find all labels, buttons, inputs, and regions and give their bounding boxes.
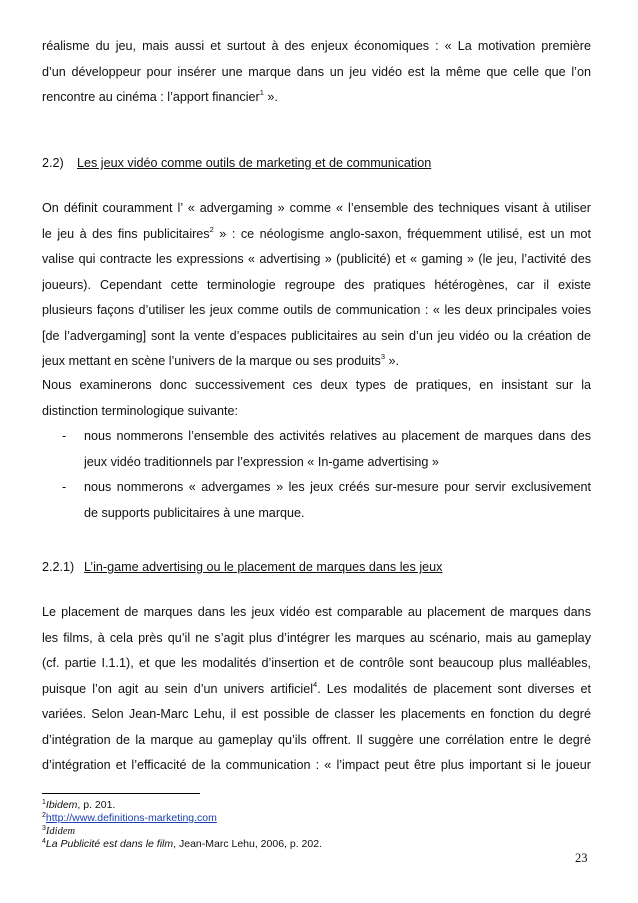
text-fragment: . Les modalités de placement sont diverses et [317,681,591,696]
page-number: 23 [575,851,588,865]
bullet-dash: - [62,480,67,494]
footnote-source: Ididem [45,826,76,837]
list-item [42,424,591,475]
text-line: nous nommerons « advergames » les jeux créés sur-mesure pour servir exclusivement [84,480,591,494]
footnote-ref-1[interactable]: 1 [259,88,264,97]
paragraph-intro [42,34,591,111]
text-line: valise qui contracte les expressions « advertising » (publicité) et « gaming » (le jeu, l’activité des [42,252,591,266]
paragraph-in-game-advertising [42,600,591,779]
text-line: (cf. partie I.1.1), et que les modalités d’insertion et de contrôle sont beaucoup plus malléables, [42,656,591,670]
section-heading-2-2-1 [42,557,591,577]
text-fragment: ». [385,354,400,368]
footnote-ref-4[interactable]: 4 [313,679,318,689]
paragraph-advergaming [42,196,591,375]
text-line: distinction terminologique suivante: [42,403,239,418]
footnote-number: 1 [42,799,46,806]
text-line: d’un développeur pour insérer une marque dans un jeu vidéo est la même que celle que l’on [42,64,591,79]
footnote-detail: , Jean-Marc Lehu, 2006, p. 202. [173,838,322,850]
text-line: les films, à cela près qu’il ne s’agit plus d’intégrer les marques au scénario, mais au gameplay [42,630,591,645]
text-line [42,85,591,111]
footnote-link[interactable]: http://www.definitions-marketing.com [45,812,217,824]
footnote-source: Ibidem [45,799,78,811]
section-number: 2.2) [42,156,64,170]
text-line: Nous examinerons donc successivement ces deux types de pratiques, en insistant sur la [42,378,591,392]
footnote-source: La Publicité est dans le film [45,838,174,850]
footnote-4 [42,838,322,850]
footnote-detail: , p. 201. [77,799,116,811]
footnote-1 [42,799,115,811]
paragraph-examination [42,373,591,424]
bullet-dash: - [62,429,67,443]
footnote-number: 3 [42,825,46,832]
text-line: réalisme du jeu, mais aussi et surtout à des enjeux économiques : « La motivation première [42,39,591,53]
bullet-list [42,424,591,526]
text-line: d’intégration de la marque au gameplay qu’ils offrent. Il suggère une corrélation entre le degré [42,732,591,747]
text-fragment: ». [263,90,278,104]
text-line: jeux vidéo traditionnels par l’expression « In-game advertising » [84,454,439,469]
section-number: 2.2.1) [42,560,75,574]
text-line: de supports publicitaires à une marque. [84,505,305,520]
footnote-number: 4 [42,838,46,845]
text-line: d’intégration et l’efficacité de la communication : « l’impact peut être plus important si le joueur [42,758,591,772]
section-title: Les jeux vidéo comme outils de marketing et de communication [77,156,432,170]
text-line: Le placement de marques dans les jeux vidéo est comparable au placement de marques dans [42,605,591,619]
text-line [42,222,591,248]
footnote-2 [42,812,217,824]
text-line: On définit couramment l’ « advergaming » comme « l’ensemble des techniques visant à utiliser [42,201,591,215]
text-fragment: rencontre au cinéma : l’apport financier [42,90,260,104]
section-heading-2-2 [42,153,591,173]
footnote-ref-3[interactable]: 3 [380,352,385,361]
text-fragment: le jeu à des fins publicitaires [42,226,210,241]
section-title: L’in-game advertising ou le placement de marques dans les jeux [84,560,443,574]
text-line: joueurs). Cependant cette terminologie regroupe des pratiques hétérogènes, car il existe [42,277,591,292]
text-line [42,677,591,703]
text-fragment: jeux mettant en scène l’univers de la marque ou ses produits [42,354,381,368]
footnote-ref-2[interactable]: 2 [209,224,214,234]
text-fragment: » : ce néologisme anglo-saxon, fréquemment utilisé, est un mot [213,226,591,241]
text-line: variées. Selon Jean-Marc Lehu, il est possible de classer les placements en fonction du degré [42,707,591,721]
text-line: [de l’advergaming] sont la vente d’espaces publicitaires au sein d’un jeu vidéo ou la création de [42,328,591,343]
text-line: nous nommerons l’ensemble des activités relatives au placement de marques dans des [84,429,591,443]
footnote-3 [42,825,75,838]
text-fragment: puisque l’on agit au sein d’un univers artificiel [42,681,314,696]
footnote-number: 2 [42,812,46,819]
footnote-separator [42,793,200,794]
text-line: plusieurs façons d’utiliser les jeux comme outils de communication : « les deux principales voies [42,303,591,317]
list-item [42,475,591,526]
text-line [42,349,591,375]
